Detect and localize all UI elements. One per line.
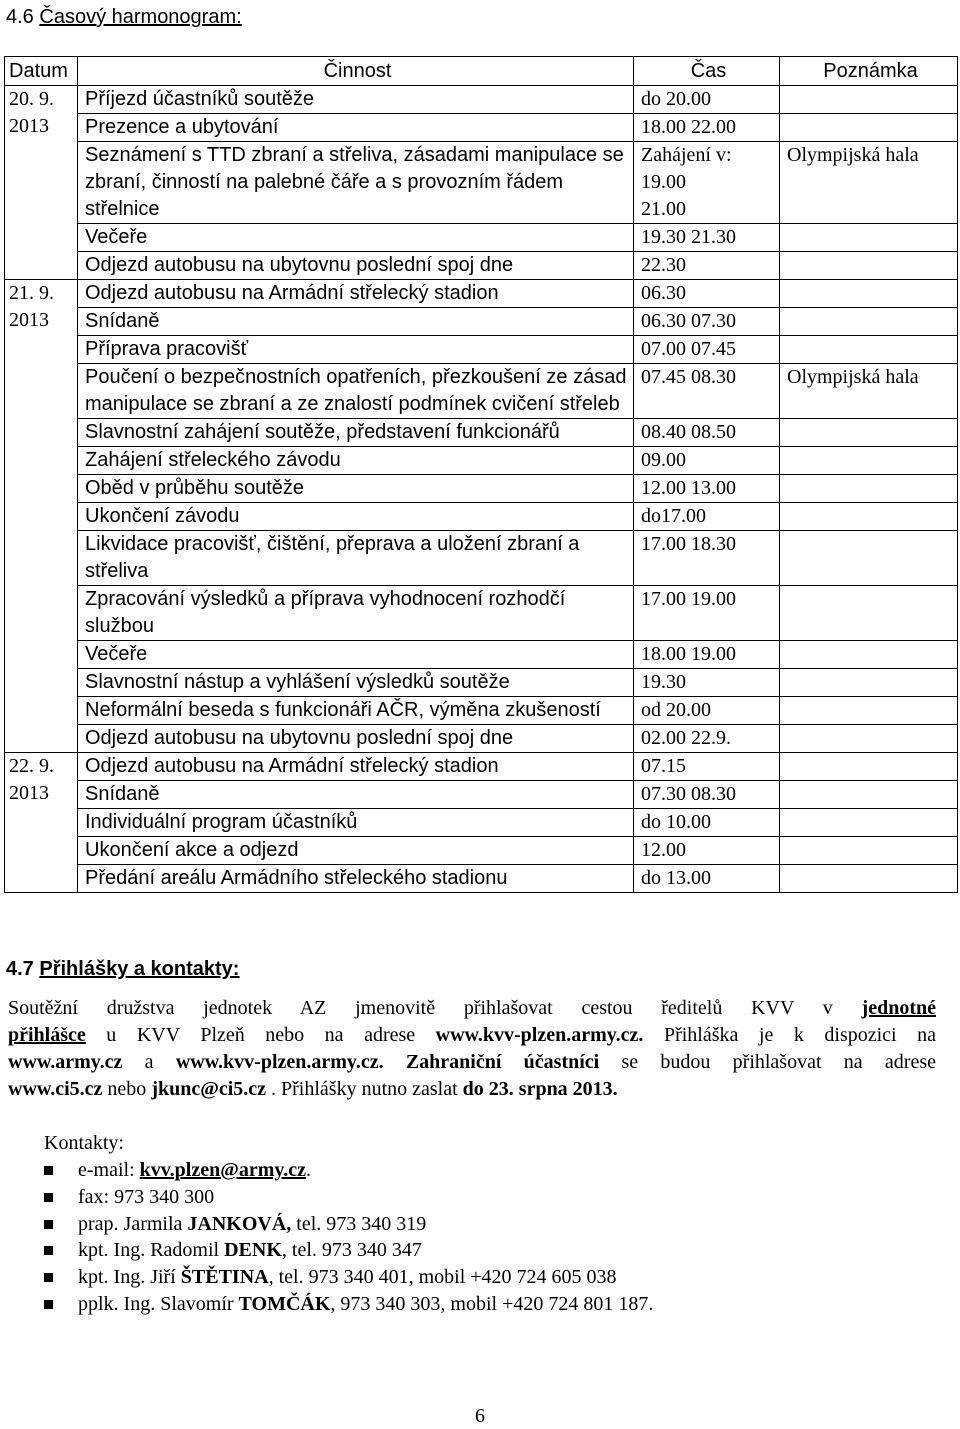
list-item [44, 1237, 653, 1264]
table-row [5, 336, 958, 364]
time-cell: 07.00 07.45 [634, 336, 780, 364]
table-row [5, 252, 958, 280]
note-cell [780, 475, 958, 503]
activity-cell: Předání areálu Armádního střeleckého stadionu [78, 865, 634, 893]
header-date: Datum [5, 57, 78, 86]
time-cell: do 13.00 [634, 865, 780, 893]
date-text: 2013 [9, 782, 49, 804]
text: . [306, 1159, 312, 1181]
bullet-icon [44, 1246, 53, 1255]
table-row [5, 447, 958, 475]
list-item [44, 1291, 653, 1318]
date-text: 2013 [9, 309, 49, 331]
activity-cell: Zahájení střeleckého závodu [78, 447, 634, 475]
text: . Přihlášky nutno zaslat [266, 1078, 463, 1100]
text: pplk. Ing. Slavomír [78, 1292, 239, 1315]
website-link[interactable]: www.army.cz [8, 1051, 123, 1073]
time-cell: do17.00 [634, 503, 780, 531]
activity-cell: Snídaně [78, 781, 634, 809]
table-row [5, 725, 958, 753]
table-row [5, 503, 958, 531]
note-cell [780, 531, 958, 586]
table-row [5, 308, 958, 336]
note-cell [780, 837, 958, 865]
text: prap. Jarmila [78, 1212, 188, 1235]
note-cell [780, 280, 958, 308]
date-cell [5, 753, 78, 893]
bullet-icon [44, 1220, 53, 1229]
contact-name: JANKOVÁ, [187, 1212, 292, 1235]
note-cell [780, 725, 958, 753]
header-activity: Činnost [78, 57, 634, 86]
text: , tel. 973 340 347 [281, 1239, 422, 1262]
note-cell [780, 224, 958, 252]
table-row [5, 86, 958, 114]
text: se budou přihlašovat na adrese [599, 1051, 936, 1073]
table-row [5, 697, 958, 725]
activity-cell: Individuální program účastníků [78, 809, 634, 837]
time-cell: 19.30 [634, 669, 780, 697]
date-text: 22. 9. [9, 755, 54, 777]
activity-cell: Odjezd autobusu na ubytovnu poslední spoj dne [78, 252, 634, 280]
note-cell [780, 641, 958, 669]
note-cell [780, 503, 958, 531]
schedule-body [5, 86, 958, 893]
note-cell [780, 697, 958, 725]
time-cell: 17.00 19.00 [634, 586, 780, 641]
emphasis-text: jednotné [861, 997, 936, 1019]
table-row [5, 809, 958, 837]
header-note: Poznámka [780, 57, 958, 86]
text: nebo [102, 1078, 152, 1100]
table-row [5, 142, 958, 224]
activity-cell: Večeře [78, 641, 634, 669]
time-cell: 12.00 13.00 [634, 475, 780, 503]
time-text: 21.00 [641, 198, 686, 220]
registration-paragraph [8, 995, 936, 1103]
note-cell [780, 669, 958, 697]
bullet-icon [44, 1273, 53, 1282]
time-cell: 17.00 18.30 [634, 531, 780, 586]
section-heading-contacts [6, 958, 239, 981]
table-row [5, 781, 958, 809]
text: , 973 340 303, mobil +420 724 801 187. [330, 1292, 654, 1315]
website-link[interactable]: www.kvv-plzen.army.cz. [175, 1051, 384, 1073]
text [384, 1051, 406, 1073]
note-cell: Olympijská hala [780, 364, 958, 419]
activity-cell: Snídaně [78, 308, 634, 336]
list-item [44, 1184, 653, 1211]
activity-cell: Příprava pracovišť [78, 336, 634, 364]
time-cell: 12.00 [634, 837, 780, 865]
bullet-icon [44, 1300, 53, 1309]
activity-cell: Neformální beseda s funkcionáři AČR, výměna zkušeností [78, 697, 634, 725]
date-text: 20. 9. [9, 88, 54, 110]
note-cell [780, 252, 958, 280]
note-cell [780, 308, 958, 336]
text: a [122, 1051, 176, 1073]
text: kpt. Ing. Radomil [78, 1239, 225, 1262]
bullet-icon [44, 1166, 53, 1175]
schedule-table [4, 56, 958, 893]
activity-cell: Zpracování výsledků a příprava vyhodnocení rozhodčí službou [78, 586, 634, 641]
section-number: 4.7 [6, 958, 34, 980]
note-cell [780, 336, 958, 364]
time-cell: 09.00 [634, 447, 780, 475]
note-cell [780, 865, 958, 893]
bullet-icon [44, 1193, 53, 1202]
email-link[interactable]: jkunc@ci5.cz [151, 1078, 267, 1100]
emphasis-text: přihlášce [8, 1024, 86, 1046]
table-row [5, 753, 958, 781]
note-cell [780, 781, 958, 809]
contacts-list [44, 1157, 653, 1318]
table-row [5, 865, 958, 893]
section-number: 4.6 [6, 6, 34, 28]
time-cell: 02.00 22.9. [634, 725, 780, 753]
table-row [5, 364, 958, 419]
activity-cell: Seznámení s TTD zbraní a střeliva, zásadami manipulace se zbraní, činností na palebné čáře a s provozním řádem střelnice [78, 142, 634, 224]
paragraph-line [8, 1049, 936, 1076]
activity-cell: Slavnostní zahájení soutěže, představení funkcionářů [78, 419, 634, 447]
contacts-block [44, 1130, 653, 1318]
section-title: Přihlášky a kontakty: [39, 958, 240, 980]
page-number: 6 [475, 1405, 485, 1427]
time-cell [634, 142, 780, 224]
deadline-text: do 23. srpna 2013. [462, 1078, 618, 1100]
note-cell [780, 114, 958, 142]
table-row [5, 224, 958, 252]
section-title: Časový harmonogram: [39, 6, 242, 28]
activity-cell: Prezence a ubytování [78, 114, 634, 142]
paragraph-line [8, 1022, 936, 1049]
activity-cell: Ukončení závodu [78, 503, 634, 531]
time-text: 19.00 [641, 171, 686, 193]
header-time: Čas [634, 57, 780, 86]
activity-cell: Odjezd autobusu na Armádní střelecký stadion [78, 280, 634, 308]
date-cell [5, 280, 78, 753]
contact-name: DENK [224, 1239, 282, 1262]
activity-cell: Oběd v průběhu soutěže [78, 475, 634, 503]
note-cell [780, 586, 958, 641]
website-link[interactable]: www.kvv-plzen.army.cz. [435, 1024, 644, 1046]
note-cell: Olympijská hala [780, 142, 958, 224]
email-link[interactable]: kvv.plzen@army.cz [139, 1159, 307, 1181]
time-cell: od 20.00 [634, 697, 780, 725]
text: tel. 973 340 319 [291, 1212, 427, 1235]
activity-cell: Večeře [78, 224, 634, 252]
time-cell: 07.15 [634, 753, 780, 781]
time-cell: 08.40 08.50 [634, 419, 780, 447]
note-cell [780, 419, 958, 447]
paragraph-line [8, 1076, 936, 1103]
text: kpt. Ing. Jiří [78, 1266, 181, 1289]
time-cell: 18.00 22.00 [634, 114, 780, 142]
table-row [5, 669, 958, 697]
note-cell [780, 86, 958, 114]
list-item [44, 1264, 653, 1291]
time-cell: 18.00 19.00 [634, 641, 780, 669]
text: Soutěžní družstva jednotek AZ jmenovitě přihlašovat cestou ředitelů KVV v [8, 997, 862, 1019]
emphasis-text: Zahraniční účastníci [405, 1051, 600, 1073]
table-row [5, 475, 958, 503]
date-cell [5, 86, 78, 280]
time-cell: 22.30 [634, 252, 780, 280]
activity-cell: Příjezd účastníků soutěže [78, 86, 634, 114]
note-cell [780, 809, 958, 837]
text: , tel. 973 340 401, mobil +420 724 605 038 [268, 1266, 617, 1289]
section-heading-schedule [6, 6, 242, 29]
table-row [5, 114, 958, 142]
date-text: 21. 9. [9, 282, 54, 304]
contact-name: ŠTĚTINA [180, 1266, 269, 1289]
activity-cell: Slavnostní nástup a vyhlášení výsledků soutěže [78, 669, 634, 697]
time-text: Zahájení v: [641, 144, 732, 166]
text: e-mail: [78, 1159, 140, 1181]
activity-cell: Likvidace pracovišť, čištění, přeprava a uložení zbraní a střeliva [78, 531, 634, 586]
text: Přihláška je k dispozici na [643, 1024, 936, 1046]
website-link[interactable]: www.ci5.cz [8, 1078, 103, 1100]
table-row [5, 280, 958, 308]
table-row [5, 419, 958, 447]
list-item [44, 1157, 653, 1184]
table-header-row [5, 57, 958, 86]
table-row [5, 586, 958, 641]
list-item [44, 1211, 653, 1238]
time-cell: 06.30 [634, 280, 780, 308]
time-cell: do 10.00 [634, 809, 780, 837]
contacts-label: Kontakty: [44, 1132, 124, 1154]
time-cell: 19.30 21.30 [634, 224, 780, 252]
time-cell: 06.30 07.30 [634, 308, 780, 336]
table-row [5, 837, 958, 865]
text: u KVV Plzeň nebo na adrese [85, 1024, 436, 1046]
activity-cell: Ukončení akce a odjezd [78, 837, 634, 865]
contact-name: TOMČÁK [238, 1292, 331, 1315]
time-cell: 07.45 08.30 [634, 364, 780, 419]
paragraph-line [8, 995, 936, 1022]
time-cell: 07.30 08.30 [634, 781, 780, 809]
table-row [5, 531, 958, 586]
date-text: 2013 [9, 115, 49, 137]
activity-cell: Odjezd autobusu na Armádní střelecký stadion [78, 753, 634, 781]
note-cell [780, 753, 958, 781]
table-row [5, 641, 958, 669]
activity-cell: Poučení o bezpečnostních opatřeních, přezkoušení ze zásad manipulace se zbraní a ze znalostí podmínek cvičení střeleb [78, 364, 634, 419]
note-cell [780, 447, 958, 475]
time-cell: do 20.00 [634, 86, 780, 114]
fax-text: fax: 973 340 300 [78, 1185, 215, 1208]
activity-cell: Odjezd autobusu na ubytovnu poslední spoj dne [78, 725, 634, 753]
